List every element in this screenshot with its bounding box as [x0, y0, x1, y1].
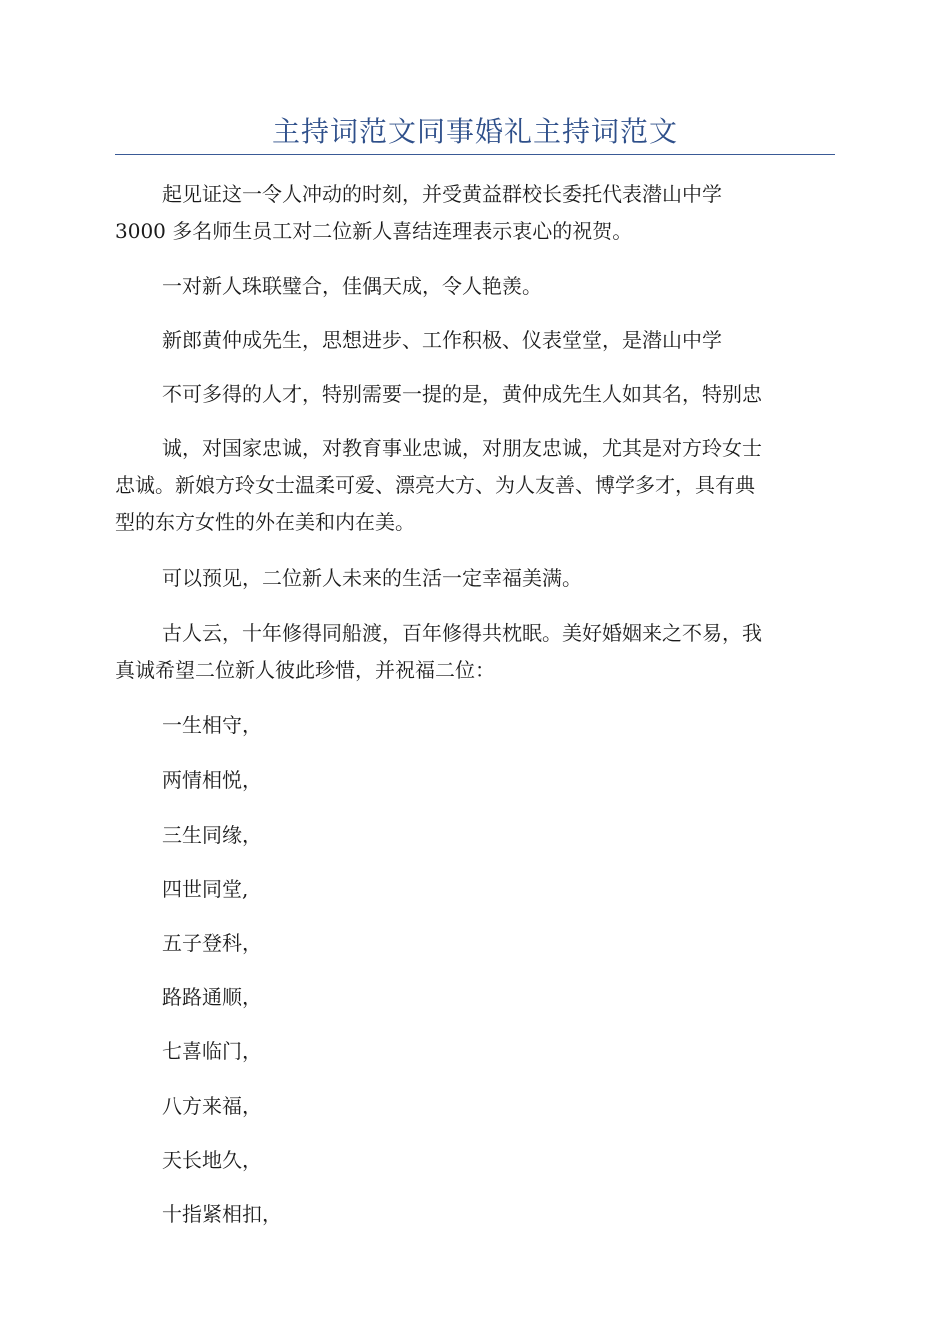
blessing-line-4: [115, 871, 835, 908]
paragraph-line: 两情相悦，: [162, 768, 262, 792]
paragraph-5: [115, 430, 835, 541]
paragraph-line: 五子登科，: [162, 931, 262, 955]
paragraph-line: 新郎黄仲成先生，思想进步、工作积极、仪表堂堂，是潜山中学: [162, 328, 722, 352]
blessing-line-5: [115, 925, 835, 962]
paragraph-line: 路路通顺，: [162, 985, 262, 1009]
paragraph-line: 四世同堂,: [162, 877, 249, 901]
paragraph-7: [115, 615, 835, 689]
paragraph-line: 起见证这一令人冲动的时刻，并受黄益群校长委托代表潜山中学: [162, 182, 722, 206]
paragraph-line: 可以预见，二位新人未来的生活一定幸福美满。: [162, 566, 582, 590]
blessing-line-10: [115, 1196, 835, 1233]
paragraph-line: 真诚希望二位新人彼此珍惜，并祝福二位：: [115, 658, 495, 682]
blessing-line-8: [115, 1088, 835, 1125]
paragraph-line: 八方来福，: [162, 1094, 262, 1118]
paragraph-line: 诚，对国家忠诚，对教育事业忠诚，对朋友忠诚，尤其是对方玲女士: [162, 436, 762, 460]
paragraph-line: 七喜临门，: [162, 1039, 262, 1063]
blessing-line-6: [115, 979, 835, 1016]
paragraph-line: 3000 多名师生员工对二位新人喜结连理表示衷心的祝贺。: [115, 219, 633, 243]
blessing-line-9: [115, 1142, 835, 1179]
paragraph-4: [115, 376, 835, 413]
paragraph-line: 古人云，十年修得同船渡，百年修得共枕眠。美好婚姻来之不易，我: [162, 621, 762, 645]
paragraph-line: 天长地久，: [162, 1148, 262, 1172]
paragraph-line: 一生相守，: [162, 713, 262, 737]
blessing-line-3: [115, 817, 835, 854]
blessing-line-2: [115, 762, 835, 799]
blessing-line-1: [115, 707, 835, 744]
paragraph-line: 三生同缘，: [162, 823, 262, 847]
paragraph-6: [115, 560, 835, 597]
paragraph-line: 忠诚。新娘方玲女士温柔可爱、漂亮大方、为人友善、博学多才，具有典: [115, 473, 755, 497]
paragraph-2: [115, 268, 835, 305]
blessing-line-7: [115, 1033, 835, 1070]
title-underline: [115, 154, 835, 155]
paragraph-line: 型的东方女性的外在美和内在美。: [115, 510, 415, 534]
paragraph-line: 十指紧相扣，: [162, 1202, 282, 1226]
paragraph-1: [115, 176, 835, 250]
page-title: 主持词范文同事婚礼主持词范文: [271, 115, 678, 148]
paragraph-3: [115, 322, 835, 359]
paragraph-line: 不可多得的人才，特别需要一提的是，黄仲成先生人如其名，特别忠: [162, 382, 762, 406]
paragraph-line: 一对新人珠联璧合，佳偶天成，令人艳羡。: [162, 274, 542, 298]
